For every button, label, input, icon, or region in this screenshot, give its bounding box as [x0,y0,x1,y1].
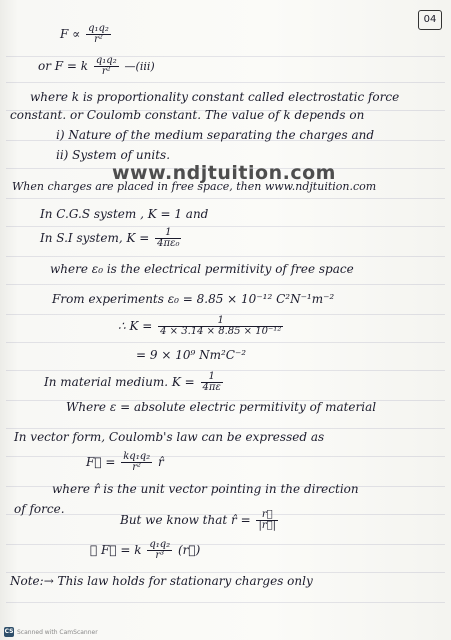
formula-lhs: F ∝ [60,27,81,41]
scanner-credit: Scanned with CamScanner [17,628,98,636]
formula-lhs: F⃗ = [86,455,116,469]
ruled-line [6,572,445,573]
list-item: i) Nature of the medium separating the charges and [56,128,375,142]
ruled-line [6,342,445,343]
fraction-denominator: r² [101,66,111,77]
list-item: ii) System of units. [56,148,171,162]
fraction-denominator: 4 × 3.14 × 8.85 × 10⁻¹² [160,326,282,337]
fraction-denominator: |r⃗| [258,520,276,531]
formula-vector [86,452,164,473]
note-line: Note:→ This law holds for stationary charges only [10,574,313,588]
fraction [201,372,223,393]
text-line: where ε₀ is the electrical permitivity of free space [50,262,354,276]
fraction-numerator: 1 [155,228,181,239]
formula-coulomb-vector [90,540,200,561]
fraction [155,228,181,249]
fraction-denominator: r³ [155,550,165,561]
fraction-numerator: 1 [158,316,283,327]
formula-lhs: ∴ K = [118,319,153,333]
formula-lhs: or F = k [38,59,89,73]
ruled-line [6,284,445,285]
formula-coulomb-scalar [38,56,155,77]
text-line: When charges are placed in free space, then www.ndjtuition.com [12,180,377,193]
text-line: In C.G.S system , K = 1 and [40,207,209,221]
formula-lhs: In material medium. K = [44,375,195,389]
formula-lhs: In S.I system, K = [40,231,150,245]
ruled-line [6,256,445,257]
fraction-numerator: kq₁q₂ [123,451,151,462]
fraction [86,24,111,45]
watermark: www.ndjtuition.com [112,162,336,184]
fraction-denominator: r² [132,462,142,473]
camscanner-logo-icon: CS [4,628,14,635]
text-line: where r̂ is the unit vector pointing in the direction [52,482,359,496]
formula-proportional [60,24,113,45]
formula-unit-vector [120,510,280,531]
scanner-footer [4,626,98,638]
ruled-line [6,428,445,429]
fraction-numerator: q₁q₂ [88,23,109,34]
text-line: In vector form, Coulomb's law can be expressed as [14,430,325,444]
ruled-line [6,544,445,545]
formula-lhs: ∴ F⃗ = k [90,543,142,557]
fraction [94,56,119,77]
text-line: constant. or Coulomb constant. The value of k depends on [10,108,365,122]
text-line: Where ε = absolute electric permitivity of material [66,400,377,414]
formula-material [44,372,225,393]
fraction [256,510,278,531]
ruled-line [6,370,445,371]
page-number: 04 [418,10,442,30]
formula-si [40,228,183,249]
unit-vector: r̂ [157,455,164,469]
text-line: of force. [14,502,65,516]
formula-k-calc [118,316,285,337]
fraction-denominator: 4πε₀ [157,238,180,249]
position-vector: (r⃗) [177,543,201,557]
fraction [147,540,172,561]
ruled-line [6,226,445,227]
ruled-line [6,198,445,199]
ruled-line [6,314,445,315]
ruled-line [6,82,445,83]
formula-k-value: = 9 × 10⁹ Nm²C⁻² [136,348,247,362]
ruled-line [6,456,445,457]
fraction-denominator: r² [94,34,103,45]
fraction [121,452,152,473]
equation-tag: —(iii) [124,60,155,73]
fraction-numerator: q₁q₂ [95,55,117,66]
fraction [158,316,283,337]
ruled-line [6,602,445,603]
fraction-denominator: 4πε [202,382,221,393]
text-line: From experiments ε₀ = 8.85 × 10⁻¹² C²N⁻¹m⁻² [52,292,335,306]
text-line: where k is proportionality constant called electrostatic force [30,90,400,104]
fraction-numerator: 1 [201,372,223,383]
fraction-numerator: r⃗ [256,510,278,521]
formula-lhs: But we know that r̂ = [120,513,251,527]
fraction-numerator: q₁q₂ [149,539,171,550]
